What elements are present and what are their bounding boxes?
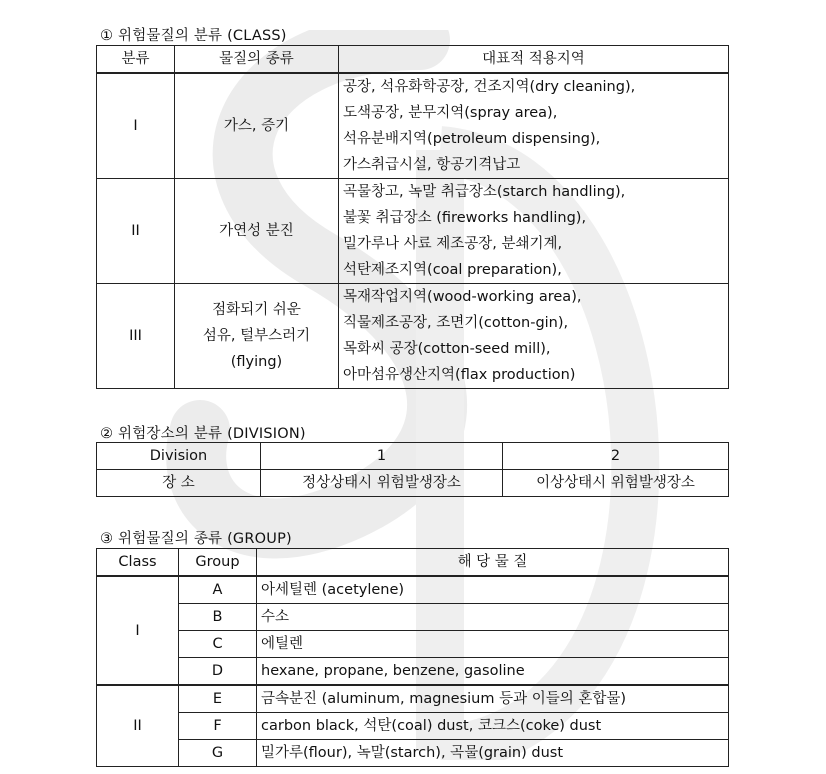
group-table-header (97, 549, 729, 577)
material-cell: 금속분진 (aluminum, magnesium 등과 이들의 혼합물) (257, 685, 729, 713)
group-cell: D (179, 658, 257, 686)
table-row (97, 604, 729, 631)
table-row (97, 284, 729, 389)
material-cell: 밀가루(flour), 녹말(starch), 곡물(grain) dust (257, 740, 729, 767)
substance-cell: 가스, 증기 (175, 73, 339, 179)
area-line: 목재작업지역(wood-working area), (343, 289, 582, 305)
group-cell: F (179, 713, 257, 740)
area-line: 아마섬유생산지역(flax production) (343, 367, 576, 383)
material-cell: 아세틸렌 (acetylene) (257, 576, 729, 604)
class-cell: II (97, 685, 179, 767)
division-section-title: ② 위험장소의 분류 (DIVISION) (100, 426, 306, 442)
material-cell: 수소 (257, 604, 729, 631)
substance-line: 섬유, 털부스러기 (202, 328, 311, 344)
area-line: 밀가루나 사료 제조공장, 분쇄기계, (343, 236, 563, 252)
class-table-header (97, 46, 729, 74)
division-val-2: 이상상태시 위험발생장소 (503, 470, 729, 497)
table-row (97, 576, 729, 604)
table-row (97, 179, 729, 284)
class-cell: I (97, 576, 179, 685)
class-cell: III (97, 284, 175, 389)
group-cell: C (179, 631, 257, 658)
table-row (97, 658, 729, 686)
area-line: 직물제조공장, 조면기(cotton-gin), (343, 315, 569, 331)
table-row (97, 73, 729, 179)
header-class: 분류 (97, 46, 175, 74)
header-areas: 대표적 적용지역 (339, 46, 729, 74)
division-col-1: 1 (261, 443, 503, 470)
table-row (97, 470, 729, 497)
area-line: 목화씨 공장(cotton-seed mill), (343, 341, 551, 357)
material-cell: 에틸렌 (257, 631, 729, 658)
area-line: 가스취급시설, 항공기격납고 (343, 157, 521, 173)
area-line: 도색공장, 분무지역(spray area), (343, 105, 558, 121)
substance-cell: 가연성 분진 (175, 179, 339, 284)
header-group: Group (179, 549, 257, 577)
substance-cell (175, 284, 339, 389)
areas-cell (339, 179, 729, 284)
area-line: 곡물창고, 녹말 취급장소(starch handling), (343, 184, 626, 200)
group-cell: G (179, 740, 257, 767)
division-col-2: 2 (503, 443, 729, 470)
table-row (97, 685, 729, 713)
group-cell: A (179, 576, 257, 604)
table-row (97, 740, 729, 767)
area-line: 석유분배지역(petroleum dispensing), (343, 131, 601, 147)
division-table (96, 442, 729, 497)
substance-line: 점화되기 쉬운 (212, 302, 301, 318)
class-cell: I (97, 73, 175, 179)
table-row (97, 631, 729, 658)
header-class: Class (97, 549, 179, 577)
group-table (96, 548, 729, 767)
class-cell: II (97, 179, 175, 284)
area-line: 석탄제조지역(coal preparation), (343, 262, 562, 278)
area-line: 공장, 석유화학공장, 건조지역(dry cleaning), (343, 79, 636, 95)
division-row-label: 장 소 (97, 470, 261, 497)
substance-line: (flying) (230, 354, 283, 370)
class-section-title: ① 위험물질의 분류 (CLASS) (100, 28, 287, 44)
areas-cell (339, 284, 729, 389)
division-header-row (97, 443, 729, 470)
header-substance: 물질의 종류 (175, 46, 339, 74)
area-line: 불꽃 취급장소 (fireworks handling), (343, 210, 587, 226)
class-table (96, 45, 729, 389)
group-section-title: ③ 위험물질의 종류 (GROUP) (100, 531, 292, 547)
material-cell: hexane, propane, benzene, gasoline (257, 658, 729, 686)
areas-cell (339, 73, 729, 179)
material-cell: carbon black, 석탄(coal) dust, 코크스(coke) dust (257, 713, 729, 740)
header-material: 해 당 물 질 (257, 549, 729, 577)
division-val-1: 정상상태시 위험발생장소 (261, 470, 503, 497)
group-cell: E (179, 685, 257, 713)
division-header-label: Division (97, 443, 261, 470)
group-cell: B (179, 604, 257, 631)
table-row (97, 713, 729, 740)
